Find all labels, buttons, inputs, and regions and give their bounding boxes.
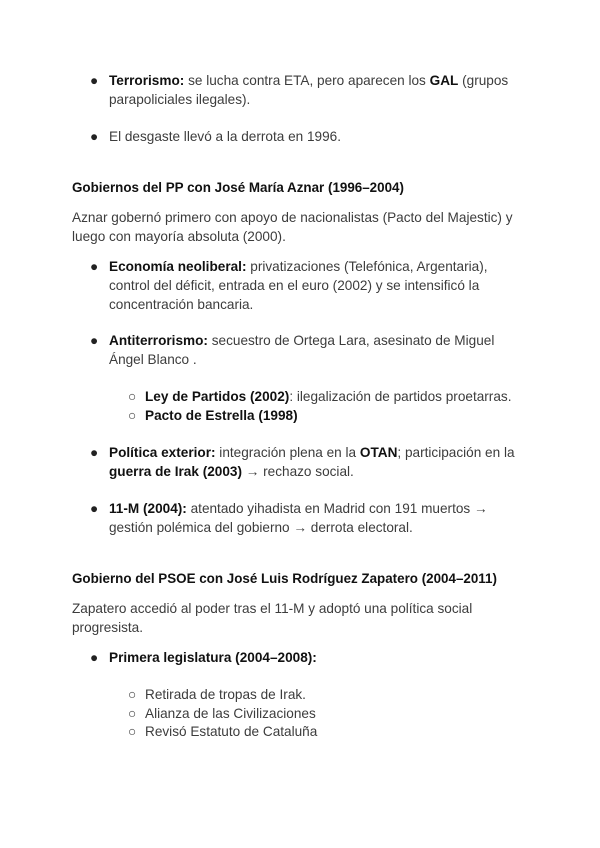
bold-term: Antiterrorismo: bbox=[109, 333, 208, 348]
subitem-text bbox=[128, 387, 528, 406]
text-run: se lucha contra ETA, pero aparecen los bbox=[184, 73, 430, 88]
bullet-economia bbox=[90, 257, 530, 314]
bullet-11m bbox=[90, 499, 530, 537]
sub-bullet-icon: ○ bbox=[128, 724, 137, 739]
bullet-text bbox=[90, 648, 530, 667]
sub-bullet-icon: ○ bbox=[128, 389, 137, 404]
paragraph-aznar: Aznar gobernó primero con apoyo de nacionalistas (Pacto del Majestic) y luego con mayoría absoluta (2000). bbox=[72, 210, 513, 244]
subitem-estatuto-cataluna bbox=[128, 722, 528, 741]
subitem-alianza-civilizaciones bbox=[128, 704, 528, 723]
bold-term: Política exterior: bbox=[109, 445, 216, 460]
bold-term: OTAN bbox=[359, 445, 398, 460]
bullet-desgaste bbox=[90, 127, 530, 146]
bullet-text bbox=[90, 499, 530, 537]
section-heading-pp: Gobiernos del PP con José María Aznar (1996–2004) bbox=[72, 180, 404, 195]
text-run: secuestro de Ortega Lara, asesinato de Miguel Ángel Blanco . bbox=[109, 333, 495, 367]
text-run: integración plena en la bbox=[215, 445, 360, 460]
bold-term: Pacto de Estrella (1998) bbox=[145, 408, 298, 423]
bullet-icon: ● bbox=[90, 501, 99, 516]
bullet-text bbox=[90, 257, 530, 314]
text-run: ; participación en la bbox=[397, 445, 515, 460]
sub-bullet-icon: ○ bbox=[128, 706, 137, 721]
subitem-text bbox=[128, 406, 528, 425]
sub-bullet-icon: ○ bbox=[128, 408, 137, 423]
text-run: privatizaciones (Telefónica, Argentaria), control del déficit, entrada en el euro (2002) y se intensificó la concentración bancaria. bbox=[109, 259, 488, 312]
bold-term: 11-M (2004): bbox=[109, 501, 187, 516]
bullet-text bbox=[90, 71, 530, 109]
bullet-text bbox=[90, 443, 530, 481]
bold-term: Terrorismo: bbox=[109, 73, 185, 88]
bullet-text bbox=[90, 331, 530, 369]
sub-bullet-icon: ○ bbox=[128, 687, 137, 702]
bullet-terrorismo bbox=[90, 71, 530, 109]
subitem-text: Alianza de las Civilizaciones bbox=[145, 706, 316, 721]
bullet-primera-legislatura bbox=[90, 648, 530, 667]
bullet-icon: ● bbox=[90, 259, 99, 274]
subitem-pacto-estrella bbox=[128, 406, 528, 425]
bullet-antiterrorismo bbox=[90, 331, 530, 369]
bold-term: GAL bbox=[429, 73, 459, 88]
subitem-text: Retirada de tropas de Irak. bbox=[145, 687, 306, 702]
bold-term: Primera legislatura (2004–2008): bbox=[109, 650, 317, 665]
bold-term: guerra de Irak (2003) bbox=[109, 464, 242, 479]
subitem-ley-partidos bbox=[128, 387, 528, 406]
text-run: atentado yihadista en Madrid con 191 muertos → gestión polémica del gobierno → derrota electoral. bbox=[109, 501, 488, 535]
section-heading-psoe: Gobierno del PSOE con José Luis Rodríguez Zapatero (2004–2011) bbox=[72, 571, 497, 586]
bullet-icon: ● bbox=[90, 445, 99, 460]
bullet-icon: ● bbox=[90, 73, 99, 88]
bold-term: Ley de Partidos (2002) bbox=[145, 389, 290, 404]
bullet-text: El desgaste llevó a la derrota en 1996. bbox=[109, 129, 342, 144]
bold-term: Economía neoliberal: bbox=[109, 259, 247, 274]
bullet-icon: ● bbox=[90, 333, 99, 348]
bullet-icon: ● bbox=[90, 129, 99, 144]
bullet-politica-exterior bbox=[90, 443, 530, 481]
bullet-icon: ● bbox=[90, 650, 99, 665]
subitem-text: Revisó Estatuto de Cataluña bbox=[145, 724, 318, 739]
text-run: : ilegalización de partidos proetarras. bbox=[289, 389, 512, 404]
text-run: (grupos parapoliciales ilegales). bbox=[109, 73, 509, 107]
text-run: → rechazo social. bbox=[241, 464, 354, 479]
subitem-retirada-tropas bbox=[128, 685, 528, 704]
paragraph-zapatero: Zapatero accedió al poder tras el 11-M y adoptó una política social progresista. bbox=[72, 601, 473, 635]
